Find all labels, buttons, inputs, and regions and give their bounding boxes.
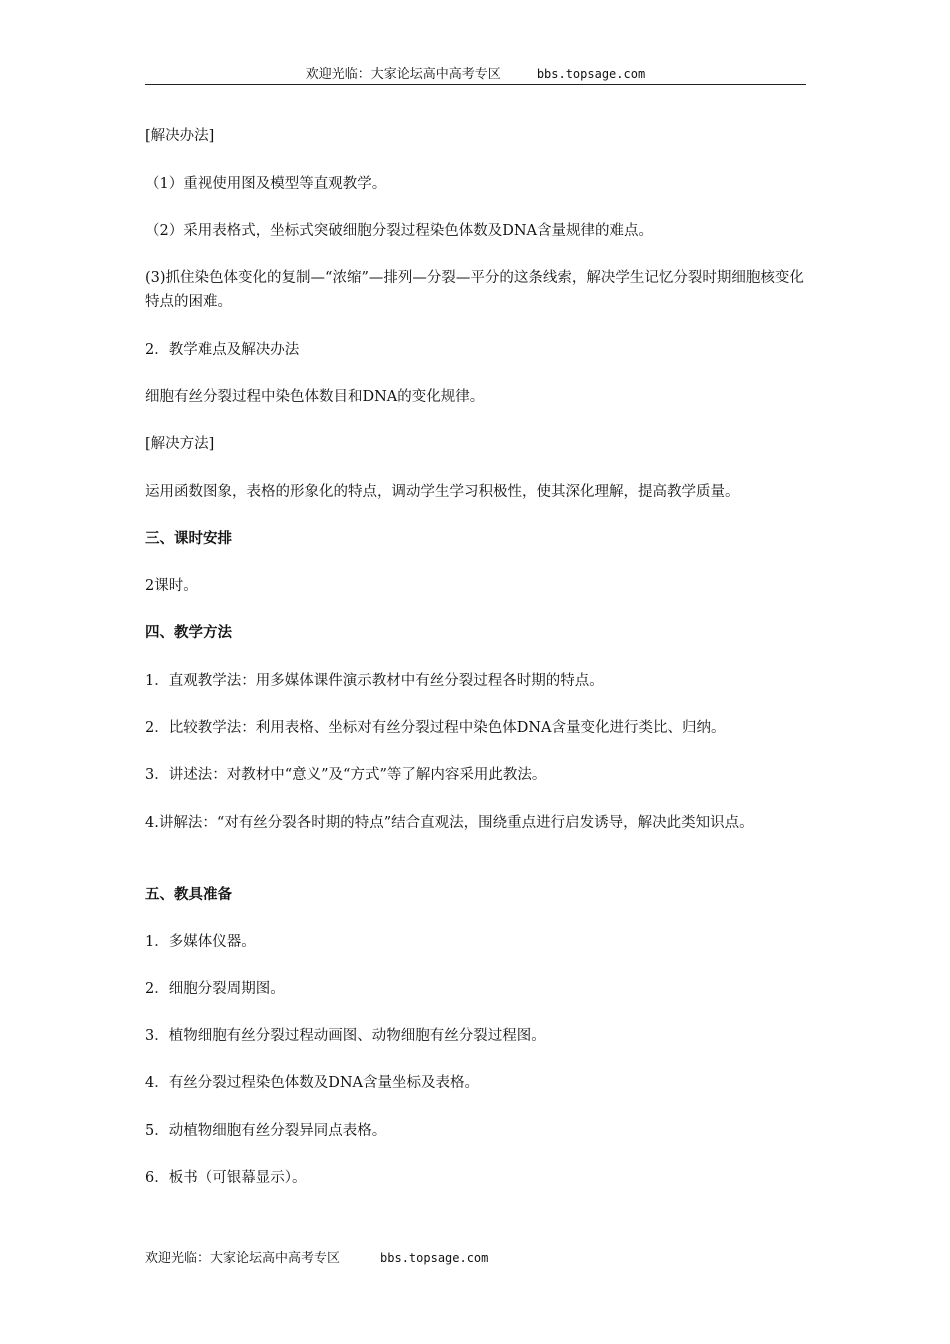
tool-item-5: 5．动植物细胞有丝分裂异同点表格。 — [145, 1123, 387, 1139]
footer-text: 欢迎光临：大家论坛高中高考专区 — [145, 1251, 341, 1266]
tool-item-6: 6．板书（可银幕显示）。 — [145, 1170, 307, 1186]
page-header — [145, 64, 806, 85]
section-heading-schedule: 三、课时安排 — [145, 531, 232, 547]
tool-item-1: 1．多媒体仪器。 — [145, 934, 256, 950]
method-item-2: 2．比较教学法：利用表格、坐标对有丝分裂过程中染色体DNA含量变化进行类比、归纳。 — [145, 720, 726, 736]
page-footer — [145, 1248, 488, 1269]
paragraph-method-label: [解决方法] — [145, 436, 215, 452]
paragraph-method-text: 运用函数图象，表格的形象化的特点，调动学生学习积极性，使其深化理解，提高教学质量。 — [145, 484, 740, 500]
header-site: bbs.topsage.com — [536, 67, 646, 81]
tool-item-3: 3．植物细胞有丝分裂过程动画图、动物细胞有丝分裂过程图。 — [145, 1028, 546, 1044]
section-heading-methods: 四、教学方法 — [145, 625, 232, 641]
paragraph-difficulty-heading: 2．教学难点及解决办法 — [145, 342, 300, 358]
header-text: 欢迎光临：大家论坛高中高考专区 — [305, 67, 501, 82]
tool-item-4: 4．有丝分裂过程染色体数及DNA含量坐标及表格。 — [145, 1075, 480, 1091]
paragraph-item-3: (3)抓住染色体变化的复制—“浓缩”—排列—分裂—平分的这条线索，解决学生记忆分裂时期细胞核变化特点的困难。 — [145, 270, 804, 310]
paragraph-difficulty-text: 细胞有丝分裂过程中染色体数目和DNA的变化规律。 — [145, 389, 485, 405]
method-item-4: 4.讲解法：“对有丝分裂各时期的特点”结合直观法，围绕重点进行启发诱导，解决此类知识点。 — [145, 815, 754, 831]
paragraph-schedule: 2课时。 — [145, 578, 198, 594]
method-item-3: 3．讲述法：对教材中“意义”及“方式”等了解内容采用此教法。 — [145, 767, 547, 783]
method-item-1: 1．直观教学法：用多媒体课件演示教材中有丝分裂过程各时期的特点。 — [145, 673, 604, 689]
paragraph-item-2: （2）采用表格式，坐标式突破细胞分裂过程染色体数及DNA含量规律的难点。 — [145, 223, 654, 239]
paragraph-solution-label: [解决办法] — [145, 128, 215, 144]
footer-site: bbs.topsage.com — [380, 1251, 489, 1265]
tool-item-2: 2．细胞分裂周期图。 — [145, 981, 285, 997]
section-heading-tools: 五、教具准备 — [145, 887, 232, 903]
paragraph-item-1: （1）重视使用图及模型等直观教学。 — [145, 176, 387, 192]
